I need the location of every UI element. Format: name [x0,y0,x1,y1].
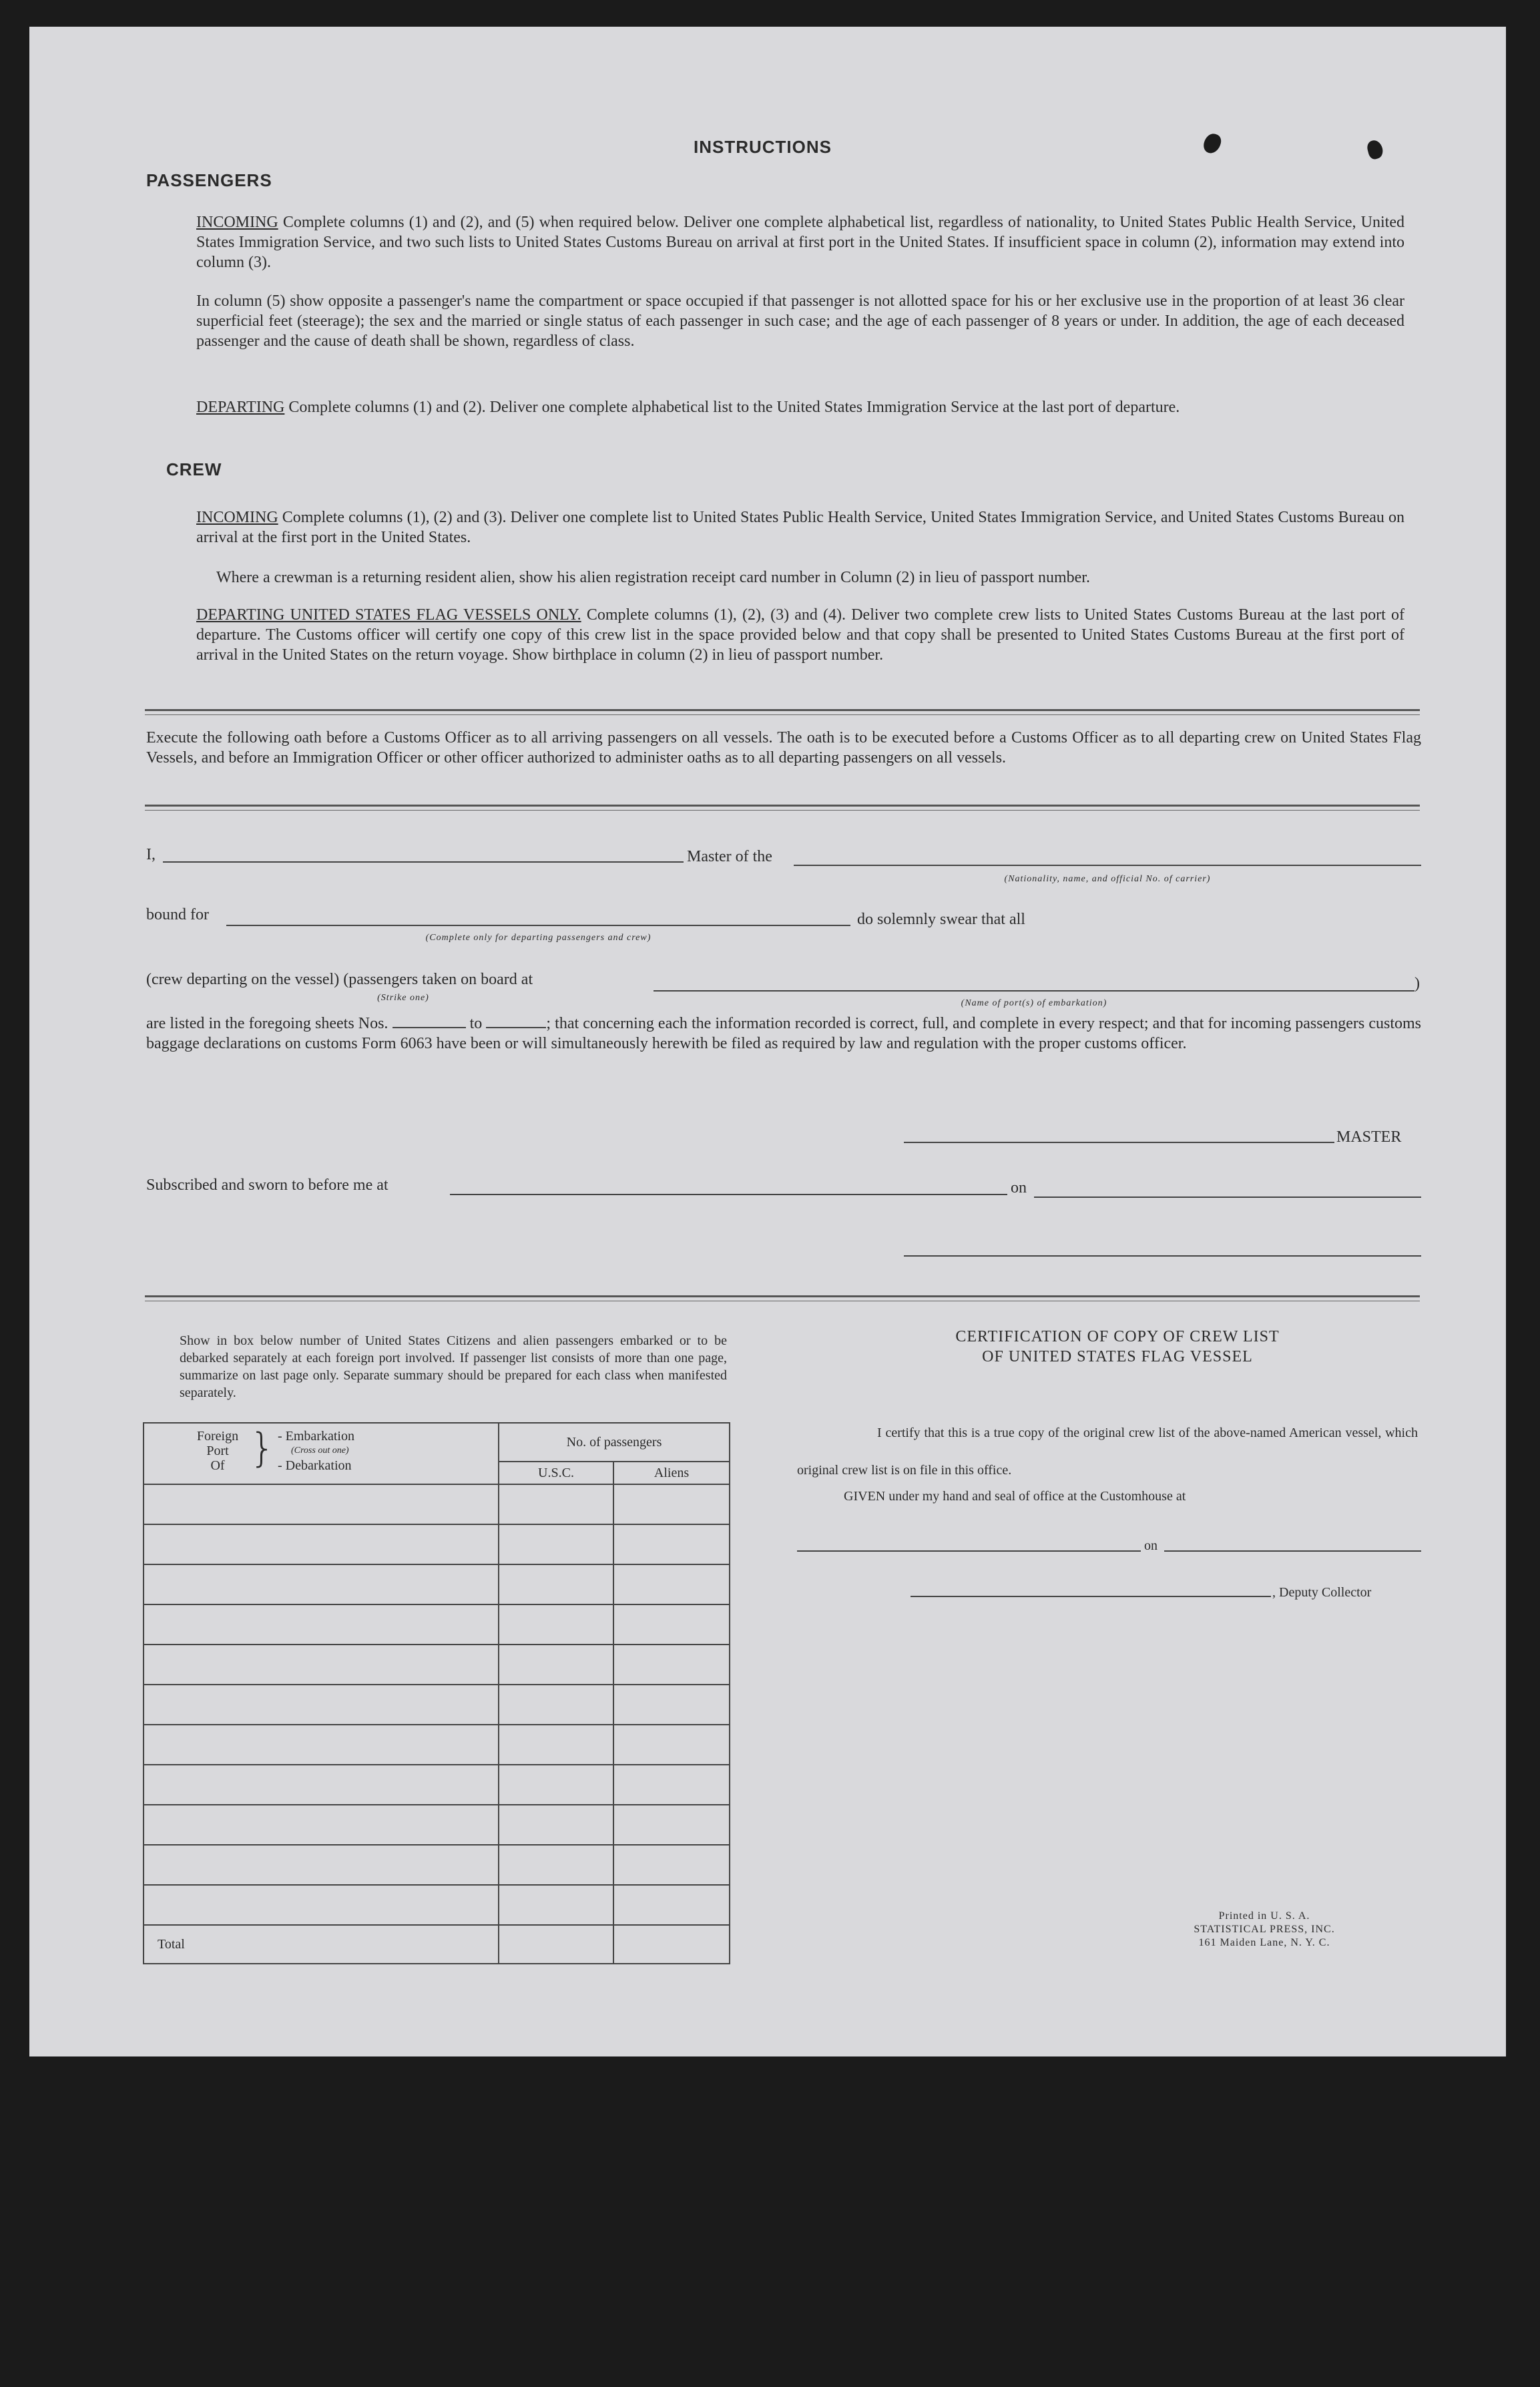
certification-date-field[interactable] [1164,1550,1421,1552]
aliens-cell[interactable] [613,1765,730,1805]
master-of-label: Master of the [687,848,772,865]
crew-resident-paragraph: Where a crewman is a returning resident alien, show his alien registration receipt card number in Column (2) in lieu of passport number. [216,569,1090,586]
port-header-cell [144,1423,499,1484]
embarkation-ports-field[interactable] [654,990,1415,992]
port-cell[interactable] [144,1885,499,1925]
port-label-of: Of [210,1458,225,1473]
master-signature-field[interactable] [904,1142,1334,1143]
strike-caption: (Strike one) [377,993,429,1003]
passengers-departing-text: Complete columns (1) and (2). Deliver one complete alphabetical list to the United States Immigration Service at the last port of departure. [288,399,1180,416]
instructions-title: INSTRUCTIONS [694,137,832,157]
usc-cell[interactable] [499,1845,613,1885]
usc-header: U.S.C. [499,1462,613,1484]
given-text: GIVEN under my hand and seal of office at the Customhouse at [844,1489,1186,1504]
master-name-field[interactable] [163,861,684,863]
brace-icon: } [250,1425,276,1472]
sheets-text-2: ; that concerning each the information recorded is correct, full, and complete in every respect; and that for incoming passengers customs baggage declarations on customs Form 6063 have been or will simultaneously herewith be filed as required by law and regulation with the proper customs officer. [146,1015,1422,1052]
table-row [144,1645,730,1685]
table-row [144,1725,730,1765]
total-label: Total [144,1925,499,1964]
usc-cell[interactable] [499,1805,613,1845]
passengers-departing-label: DEPARTING [196,399,285,416]
aliens-cell[interactable] [613,1524,730,1564]
certify-text: I certify that this is a true copy of the original crew list of the above-named American vessel, which original crew list is on file in this office. [797,1426,1418,1478]
carrier-field[interactable] [794,865,1421,866]
table-row [144,1484,730,1524]
usc-cell[interactable] [499,1725,613,1765]
port-cell[interactable] [144,1845,499,1885]
certification-title [817,1327,1418,1367]
port-label-port: Port [206,1444,229,1458]
aliens-cell[interactable] [613,1564,730,1604]
sworn-on-label: on [1011,1179,1027,1197]
table-row [144,1845,730,1885]
port-cell[interactable] [144,1604,499,1645]
table-row [144,1805,730,1845]
deputy-label: , Deputy Collector [1272,1585,1372,1600]
table-row [144,1604,730,1645]
sheets-to: to [469,1015,483,1032]
usc-cell[interactable] [499,1564,613,1604]
officer-signature-field[interactable] [904,1255,1421,1257]
summary-instructions: Show in box below number of United States Citizens and alien passengers embarked or to be debarked separately at each foreign port involved. If passenger list consists of more than one page, summarize on last page only. Separate summary should be prepared for each class when manifested separately. [180,1333,727,1400]
column5-paragraph: In column (5) show opposite a passenger's name the compartment or space occupied if that passenger is not allotted space for his or her exclusive use in the proportion of at least 36 clear superficial feet (steerage); the sex and the married or single status of each passenger in such case; and the age of each passenger of 8 years or under. In addition, the age of each deceased passenger and the cause of death shall be shown, regardless of class. [196,292,1404,350]
port-cell[interactable] [144,1484,499,1524]
printer-line3: 161 Maiden Lane, N. Y. C. [1198,1937,1330,1948]
passengers-incoming-paragraph [196,212,1404,272]
printer-imprint [1164,1910,1364,1950]
crew-incoming-text: Complete columns (1), (2) and (3). Deliver one complete list to United States Public Health Service, United States Immigration Service, and United States Customs Bureau on arrival at the first port in the United States. [196,509,1404,546]
aliens-cell[interactable] [613,1604,730,1645]
section-divider [145,1295,1420,1297]
bound-for-label: bound for [146,906,209,923]
oath-intro: Execute the following oath before a Customs Officer as to all arriving passengers on all vessels. The oath is to be executed before a Customs Officer as to all departing crew on United States Flag Vessels, and before an Immigration Officer or other officer authorized to administer oaths as to all departing passengers on all vessels. [146,729,1421,767]
oath-i-label: I, [146,846,156,863]
embarkation-label: - Embarkation [278,1429,354,1444]
section-divider [145,709,1420,711]
sworn-place-field[interactable] [450,1194,1007,1195]
port-cell[interactable] [144,1725,499,1765]
aliens-cell[interactable] [613,1645,730,1685]
aliens-cell[interactable] [613,1725,730,1765]
sworn-date-field[interactable] [1034,1197,1421,1198]
certification-title-line2: OF UNITED STATES FLAG VESSEL [982,1348,1253,1365]
subscribed-label: Subscribed and sworn to before me at [146,1176,389,1194]
certification-on-label: on [1144,1538,1158,1553]
sheet-from-field[interactable] [393,1015,466,1028]
printer-line2: STATISTICAL PRESS, INC. [1194,1924,1335,1935]
certification-title-line1: CERTIFICATION OF COPY OF CREW LIST [955,1328,1280,1345]
crew-departing-paragraph [196,605,1404,665]
bound-for-field[interactable] [226,925,850,926]
total-usc-cell[interactable] [499,1925,613,1964]
section-divider [145,805,1420,807]
crew-heading: CREW [166,459,222,479]
table-row [144,1885,730,1925]
usc-cell[interactable] [499,1885,613,1925]
port-label-foreign: Foreign [196,1429,239,1444]
passengers-header: No. of passengers [499,1423,730,1462]
aliens-cell[interactable] [613,1845,730,1885]
aliens-cell[interactable] [613,1885,730,1925]
ink-spot [1202,132,1224,156]
sheets-paragraph [146,1014,1421,1054]
port-cell[interactable] [144,1645,499,1685]
table-row [144,1524,730,1564]
aliens-header: Aliens [613,1462,730,1484]
passengers-incoming-label: INCOMING [196,214,278,231]
close-paren: ) [1415,975,1420,992]
ink-spot [1366,139,1384,161]
swear-label: do solemnly swear that all [857,911,1025,928]
form-page [29,27,1506,2056]
crew-incoming-label: INCOMING [196,509,278,526]
table-row [144,1685,730,1725]
section-divider [145,810,1420,811]
usc-cell[interactable] [499,1685,613,1725]
total-aliens-cell[interactable] [613,1925,730,1964]
cross-out-label: (Cross out one) [291,1446,349,1456]
aliens-cell[interactable] [613,1805,730,1845]
crew-departing-label: DEPARTING UNITED STATES FLAG VESSELS ONLY. [196,606,581,624]
usc-cell[interactable] [499,1604,613,1645]
aliens-cell[interactable] [613,1685,730,1725]
usc-cell[interactable] [499,1524,613,1564]
port-cell[interactable] [144,1524,499,1564]
passengers-heading: PASSENGERS [146,170,272,190]
section-divider [145,714,1420,715]
debarkation-label: - Debarkation [278,1458,352,1473]
crew-passengers-label: (crew departing on the vessel) (passengers taken on board at [146,971,533,988]
ports-caption: (Name of port(s) of embarkation) [961,998,1107,1008]
passengers-departing-paragraph [196,397,1404,417]
passengers-incoming-text: Complete columns (1) and (2), and (5) when required below. Deliver one complete alphabetical list, regardless of nationality, to United States Public Health Service, United States Immigration Service, and two such lists to United States Customs Bureau on arrival at first port in the United States. If insufficient space in column (2), information may extend into column (3). [196,214,1405,271]
port-cell[interactable] [144,1685,499,1725]
deputy-signature-field[interactable] [911,1596,1271,1597]
port-cell[interactable] [144,1564,499,1604]
passenger-summary-table [143,1422,730,1964]
usc-cell[interactable] [499,1484,613,1524]
printer-line1: Printed in U. S. A. [1218,1910,1310,1922]
sheets-text-1: are listed in the foregoing sheets Nos. [146,1015,389,1032]
usc-cell[interactable] [499,1645,613,1685]
crew-departing-text: Complete columns (1), (2), (3) and (4). Deliver two complete crew lists to United States Customs Bureau at the last port of departure. The Customs officer will certify one copy of this crew list in the space provided below and that copy shall be presented to United States Customs Bureau at the first port of arrival in the United States on the return voyage. Show birthplace in column (2) in lieu of passport number. [196,606,1404,664]
port-cell[interactable] [144,1805,499,1845]
table-row [144,1564,730,1604]
usc-cell[interactable] [499,1765,613,1805]
sheet-to-field[interactable] [486,1015,546,1028]
aliens-cell[interactable] [613,1484,730,1524]
bound-caption: (Complete only for departing passengers and crew) [425,933,652,943]
table-row [144,1765,730,1805]
nationality-caption: (Nationality, name, and official No. of carrier) [1004,874,1211,884]
master-label: MASTER [1336,1128,1402,1146]
port-cell[interactable] [144,1765,499,1805]
customhouse-field[interactable] [797,1550,1141,1552]
crew-incoming-paragraph [196,507,1404,548]
